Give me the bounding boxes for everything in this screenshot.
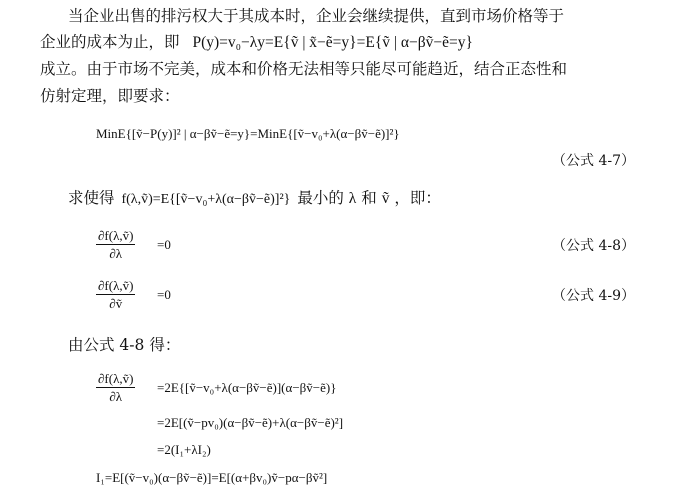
paragraph-line-2 <box>40 32 473 53</box>
derivation-fraction <box>96 371 135 404</box>
equation-4-7-tag: （公式 4-7） <box>552 153 635 169</box>
equation-4-9-tag: （公式 4-9） <box>552 288 635 304</box>
sentence-minimize <box>68 188 441 210</box>
equation-4-8-fraction <box>96 228 135 261</box>
paragraph-line-4: 仿射定理，即要求： <box>40 87 180 105</box>
fraction-bar <box>96 244 135 245</box>
derivation-line-4: I₁=E[(ṽ−v₀)(α−βṽ−ẽ)]=E[(α+βv₀)ṽ−pα−βṽ²] <box>96 470 328 485</box>
paragraph-line-3: 成立。由于市场不完美，成本和价格无法相等只能尽可能趋近，结合正态性和 <box>40 60 568 78</box>
equation-4-8-numerator: ∂f(λ,ṽ) <box>98 228 134 243</box>
equation-4-7: MinE{[ṽ−P(y)]² | α−βṽ−ẽ=y}=MinE{[ṽ−v₀+λ(α−βṽ−ẽ)]²} <box>96 126 400 141</box>
derivation-denominator: ∂λ <box>109 389 123 404</box>
sentence-minimize-text-a: 求使得 <box>68 189 115 207</box>
derivation-numerator: ∂f(λ,ṽ) <box>98 371 134 386</box>
equation-4-8-rhs: =0 <box>157 237 171 252</box>
equation-4-8-tag: （公式 4-8） <box>552 238 635 254</box>
sentence-from-4-8: 由公式 4-8 得： <box>68 336 181 354</box>
equation-4-9-denominator: ∂ṽ <box>109 296 123 311</box>
v-symbol: ṽ <box>381 190 390 207</box>
equation-4-9-numerator: ∂f(λ,ṽ) <box>98 278 134 293</box>
lambda-symbol: λ <box>348 190 357 207</box>
derivation-line-1: =2E{[ṽ−v₀+λ(α−βṽ−ẽ)](α−βṽ−ẽ)} <box>157 380 337 395</box>
objective-function: f(λ,ṽ)=E{[ṽ−v₀+λ(α−βṽ−ẽ)]²} <box>121 192 291 207</box>
derivation-line-3: =2(I₁+λI₂) <box>157 442 211 457</box>
equation-4-9-rhs: =0 <box>157 287 171 302</box>
sentence-minimize-text-b: 最小的 <box>297 189 344 207</box>
fraction-bar <box>96 387 135 388</box>
fraction-bar <box>96 294 135 295</box>
paragraph-line-2-text: 企业的成本为止，即 <box>40 33 180 51</box>
derivation-line-2: =2E[(ṽ−pv₀)(α−βṽ−ẽ)+λ(α−βṽ−ẽ)²] <box>157 415 344 430</box>
sentence-minimize-text-d: ，即： <box>394 189 441 207</box>
equation-4-8-denominator: ∂λ <box>109 246 123 261</box>
equation-4-9-fraction <box>96 278 135 311</box>
sentence-minimize-text-c: 和 <box>361 189 377 207</box>
paragraph-line-1: 当企业出售的排污权大于其成本时，企业会继续提供，直到市场价格等于 <box>68 7 565 25</box>
price-equation-inline: P(y)=v₀−λy=E{ṽ | x̃−ẽ=y}=E{ṽ | α−βṽ−ẽ=y} <box>192 34 473 51</box>
